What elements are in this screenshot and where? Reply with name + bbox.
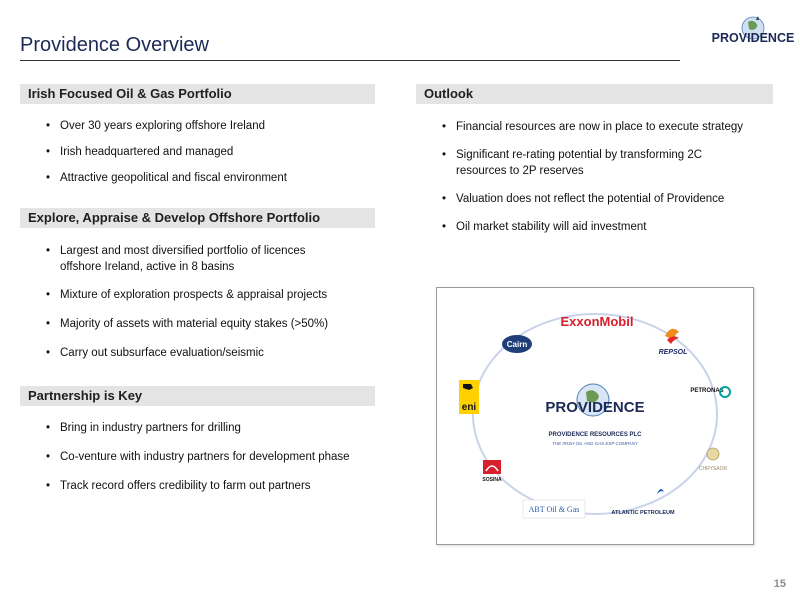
list-item: • Carry out subsurface evaluation/seismic: [46, 345, 356, 361]
svg-text:PROVIDENCE: PROVIDENCE: [545, 399, 645, 416]
partners-diagram-svg: [437, 288, 753, 544]
repsol-logo: [659, 329, 688, 356]
list-item: • Largest and most diversified portfolio of licences offshore Ireland, active in 8 basins: [46, 243, 356, 275]
list-item: • Track record offers credibility to farm out partners: [46, 478, 391, 494]
atlantic-wave-icon: [657, 489, 665, 494]
title-divider: [20, 60, 680, 61]
list-item: • Irish headquartered and managed: [46, 144, 366, 160]
section-heading-outlook: Outlook: [416, 84, 773, 104]
svg-text:Cairn: Cairn: [506, 340, 528, 349]
svg-text:PETRONAS: PETRONAS: [690, 388, 724, 394]
providence-center-logo: [545, 384, 644, 446]
exxonmobil-logo: [561, 314, 634, 329]
svg-text:PROVIDENCE: PROVIDENCE: [712, 31, 794, 45]
portfolio-bullet-list: [46, 118, 366, 186]
petronas-logo: [690, 387, 730, 397]
abt-oil-gas-logo: [523, 500, 585, 518]
list-item: • Majority of assets with material equity stakes (>50%): [46, 316, 356, 332]
partnership-bullet-list: [46, 420, 391, 494]
section-heading-explore: Explore, Appraise & Develop Offshore Portfolio: [20, 208, 375, 228]
svg-text:THE IRISH OIL AND GAS EXP COMP: THE IRISH OIL AND GAS EXP COMPANY: [552, 441, 638, 446]
outlook-bullet-list: [442, 119, 772, 235]
section-heading-portfolio: Irish Focused Oil & Gas Portfolio: [20, 84, 375, 104]
page-number: 15: [773, 578, 786, 590]
svg-text:CHRYSAOR: CHRYSAOR: [698, 466, 728, 472]
list-item: • Oil market stability will aid investment: [442, 219, 772, 235]
explore-bullet-list: [46, 243, 356, 361]
list-item: • Co-venture with industry partners for development phase: [46, 449, 391, 465]
sosina-logo: [482, 460, 502, 483]
list-item: • Significant re-rating potential by transforming 2C resources to 2P reserves: [442, 147, 772, 179]
svg-text:eni: eni: [461, 402, 477, 413]
list-item: • Valuation does not reflect the potential of Providence: [442, 191, 772, 207]
chrysaor-emblem-icon: [707, 448, 719, 460]
svg-text:SOSINA: SOSINA: [482, 477, 502, 483]
providence-logo: [712, 14, 794, 48]
svg-text:REPSOL: REPSOL: [658, 349, 688, 356]
page-title: Providence Overview: [20, 34, 209, 56]
list-item: • Bring in industry partners for drilling: [46, 420, 391, 436]
list-item: • Mixture of exploration prospects & appraisal projects: [46, 287, 356, 303]
list-item: • Over 30 years exploring offshore Ireland: [46, 118, 366, 134]
svg-text:ExxonMobil: ExxonMobil: [560, 314, 634, 329]
cairn-logo: [502, 335, 532, 353]
svg-text:ATLANTIC PETROLEUM: ATLANTIC PETROLEUM: [611, 510, 675, 516]
eni-logo: [459, 380, 479, 414]
list-item: • Attractive geopolitical and fiscal environment: [46, 170, 366, 186]
svg-text:PROVIDENCE RESOURCES PLC: PROVIDENCE RESOURCES PLC: [548, 432, 642, 438]
atlantic-petroleum-logo: [611, 489, 675, 516]
list-item: • Financial resources are now in place to execute strategy: [442, 119, 772, 135]
section-heading-partnership: Partnership is Key: [20, 386, 375, 406]
svg-text:ABT Oil & Gas: ABT Oil & Gas: [528, 505, 580, 514]
partners-diagram: [436, 287, 754, 545]
